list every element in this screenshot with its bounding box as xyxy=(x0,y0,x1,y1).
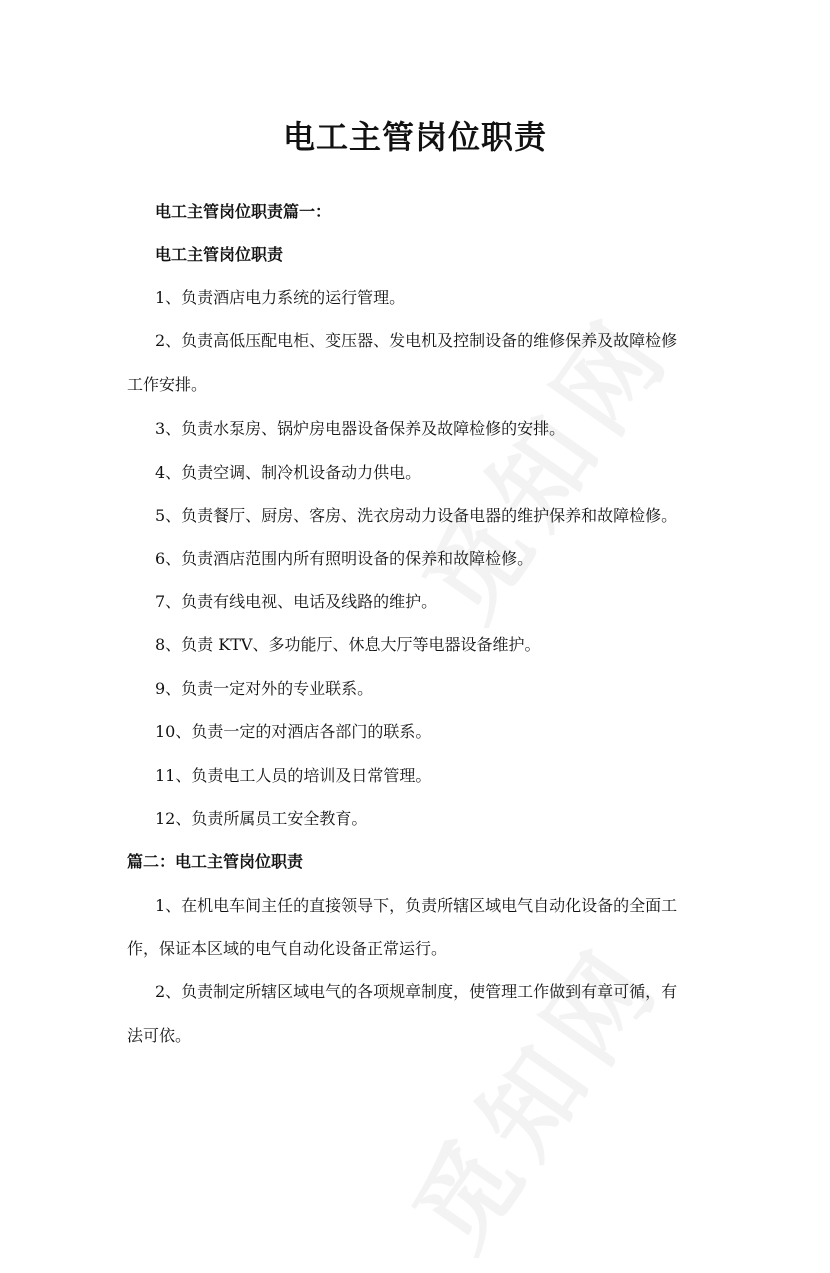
section-subheading: 电工主管岗位职责 xyxy=(155,245,284,264)
list-item: 1、负责酒店电力系统的运行管理。 xyxy=(155,288,406,307)
list-item: 4、负责空调、制冷机设备动力供电。 xyxy=(155,463,422,482)
list-item: 8、负责 KTV、多功能厅、休息大厅等电器设备维护。 xyxy=(155,635,541,654)
list-item-continuation: 法可依。 xyxy=(127,1026,192,1045)
document-title: 电工主管岗位职责 xyxy=(282,118,547,156)
list-item-continuation: 工作安排。 xyxy=(127,375,208,394)
list-item: 6、负责酒店范围内所有照明设备的保养和故障检修。 xyxy=(155,549,534,568)
section-heading: 电工主管岗位职责篇一： xyxy=(155,202,332,221)
list-item: 1、在机电车间主任的直接领导下，负责所辖区域电气自动化设备的全面工 xyxy=(155,896,678,915)
list-item: 11、负责电工人员的培训及日常管理。 xyxy=(155,766,432,785)
list-item-continuation: 作，保证本区域的电气自动化设备正常运行。 xyxy=(127,939,448,958)
list-item: 9、负责一定对外的专业联系。 xyxy=(155,679,374,698)
list-item: 7、负责有线电视、电话及线路的维护。 xyxy=(155,592,438,611)
list-item: 2、负责制定所辖区域电气的各项规章制度，使管理工作做到有章可循，有 xyxy=(155,982,678,1001)
list-item: 12、负责所属员工安全教育。 xyxy=(155,809,368,828)
list-item: 10、负责一定的对酒店各部门的联系。 xyxy=(155,722,432,741)
section-heading: 篇二：电工主管岗位职责 xyxy=(127,852,304,871)
list-item: 5、负责餐厅、厨房、客房、洗衣房动力设备电器的维护保养和故障检修。 xyxy=(155,506,678,525)
list-item: 3、负责水泵房、锅炉房电器设备保养及故障检修的安排。 xyxy=(155,419,566,438)
list-item: 2、负责高低压配电柜、变压器、发电机及控制设备的维修保养及故障检修 xyxy=(155,331,678,350)
watermark xyxy=(374,911,688,1273)
